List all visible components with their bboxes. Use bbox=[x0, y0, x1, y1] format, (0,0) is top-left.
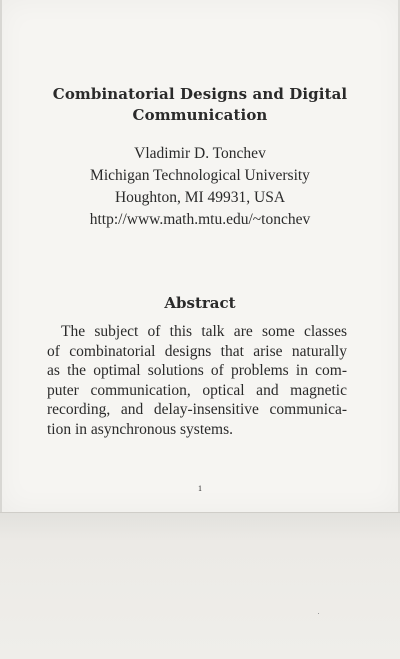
author-address: Houghton, MI 49931, USA bbox=[114, 189, 286, 206]
author-url: http://www.math.mtu.edu/~tonchev bbox=[89, 211, 311, 228]
title-line: Communication bbox=[132, 106, 268, 124]
abstract-line: tion in asynchronous systems. bbox=[47, 420, 233, 438]
author-name: Vladimir D. Tonchev bbox=[134, 145, 266, 162]
page-edge-left bbox=[0, 0, 2, 512]
scan-speck bbox=[318, 613, 319, 614]
abstract-line: puter communication, optical and magnetic bbox=[47, 381, 347, 399]
abstract-line: as the optimal solutions of problems in com- bbox=[47, 362, 347, 379]
author-affiliation: Michigan Technological University bbox=[90, 167, 310, 184]
paper-title bbox=[0, 84, 400, 126]
author-block bbox=[0, 143, 400, 231]
page-number: 1 bbox=[198, 484, 202, 493]
abstract-heading: Abstract bbox=[164, 294, 236, 312]
abstract-line: The subject of this talk are some classes bbox=[61, 323, 347, 340]
abstract-body bbox=[47, 322, 347, 439]
title-line: Combinatorial Designs and Digital bbox=[52, 85, 348, 103]
page-backing-sheet bbox=[0, 512, 400, 659]
abstract-line: of combinatorial designs that arise naturally bbox=[47, 342, 347, 360]
abstract-line: recording, and delay-insensitive communica- bbox=[47, 401, 347, 418]
